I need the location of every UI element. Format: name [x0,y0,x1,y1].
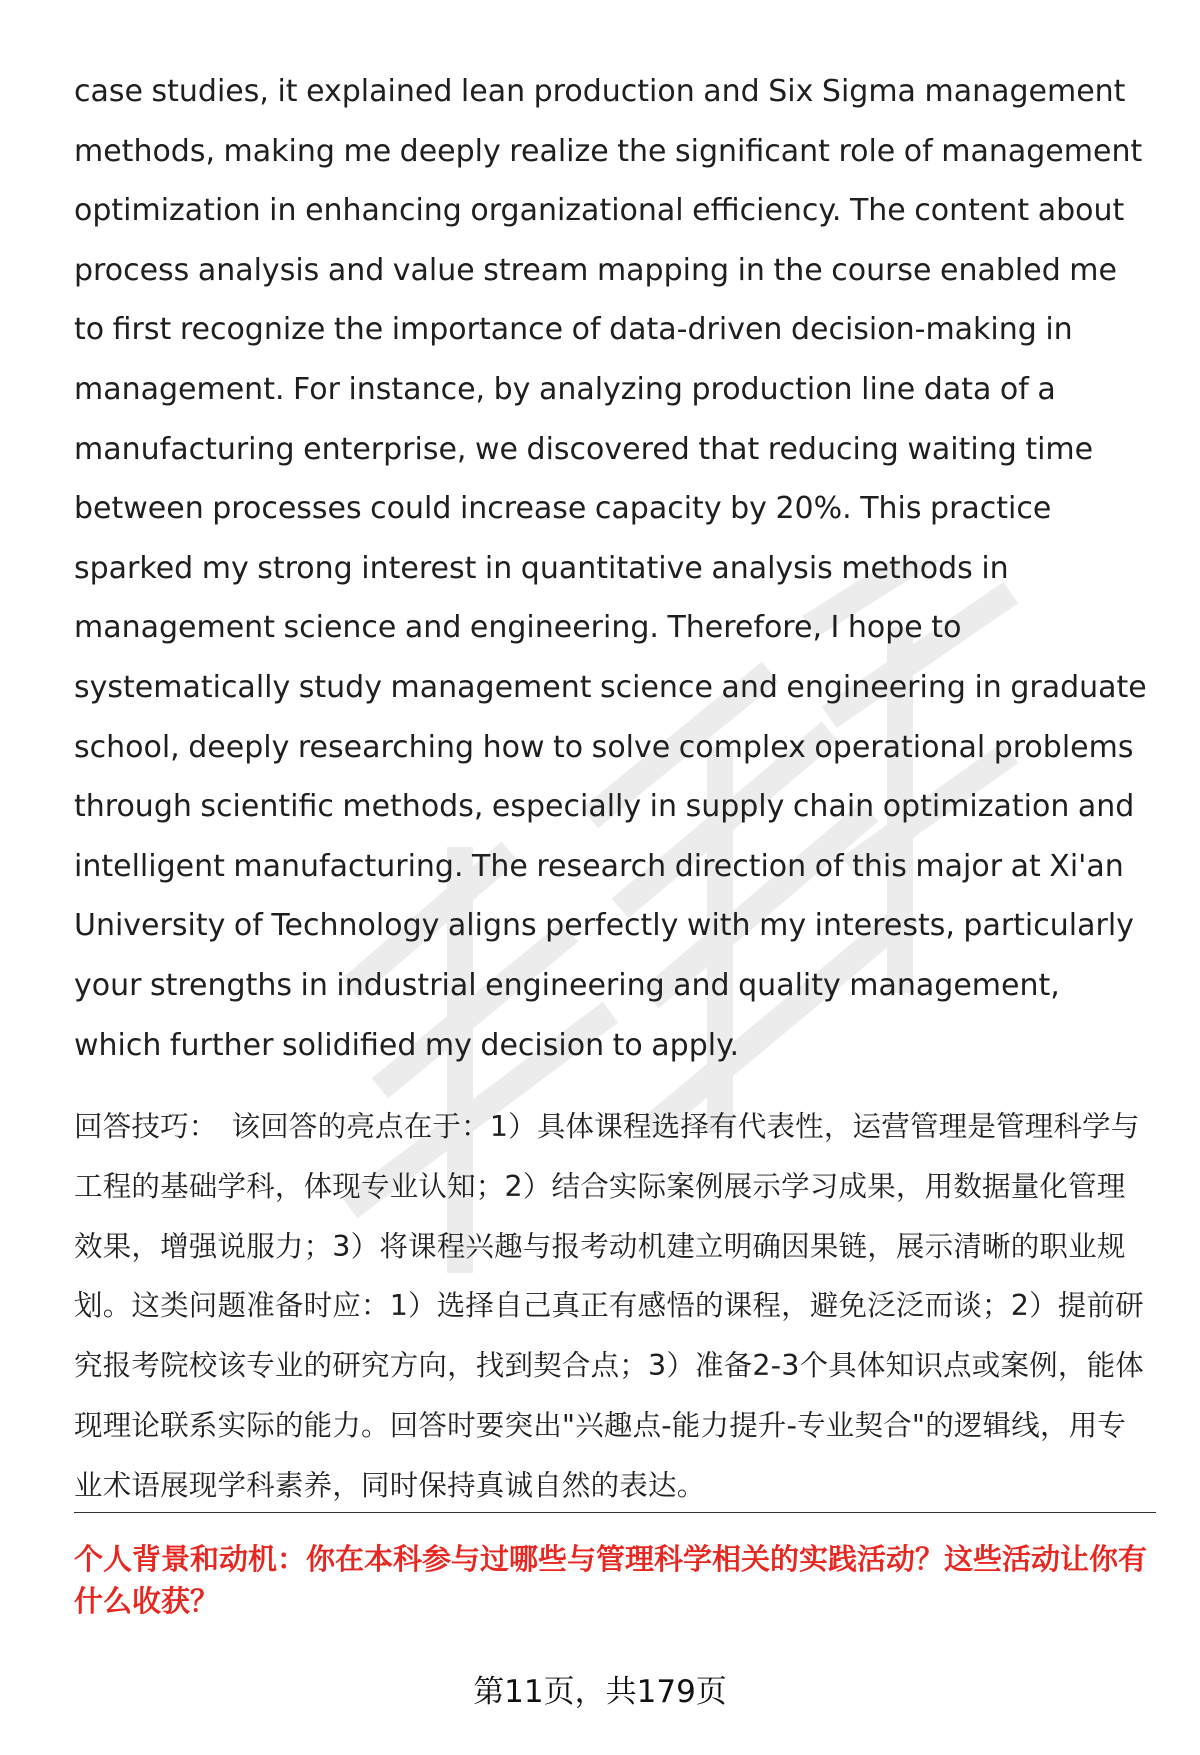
next-question-heading: 个人背景和动机：你在本科参与过哪些与管理科学相关的实践活动？这些活动让你有什么收获？ [74,1542,1148,1618]
tips-label: 回答技巧： [74,1110,218,1144]
answer-tips [74,1097,1154,1516]
answer-paragraph: case studies, it explained lean production and Six Sigma management methods, making me deeply realize the significant role of management optimization in enhancing organizational efficiency. The content about process analysis and value stream mapping in the course enabled me to first recognize the importance of data-driven decision-making in management. For instance, by analyzing production line data of a manufacturing enterprise, we discovered that reducing waiting time between processes could increase capacity by 20%. This practice sparked my strong interest in quantitative analysis methods in management science and engineering. Therefore, I hope to systematically study management science and engineering in graduate school, deeply researching how to solve complex operational problems through scientific methods, especially in supply chain optimization and intelligent manufacturing. The research direction of this major at Xi'an University of Technology aligns perfectly with my interests, particularly your strengths in industrial engineering and quality management, which further solidified my decision to apply. [74,74,1147,1063]
page-number-label: 第11页，共179页 [473,1674,727,1710]
section-divider [74,1512,1156,1513]
tips-text: 该回答的亮点在于：1）具体课程选择有代表性，运营管理是管理科学与工程的基础学科，体现专业认知；2）结合实际案例展示学习成果，用数据量化管理效果，增强说服力；3）将课程兴趣与报考动机建立明确因果链，展示清晰的职业规划。这类问题准备时应：1）选择自己真正有感悟的课程，避免泛泛而谈；2）提前研究报考院校该专业的研究方向，找到契合点；3）准备2-3个具体知识点或案例，能体现理论联系实际的能力。回答时要突出"兴趣点-能力提升-专业契合"的逻辑线，用专业术语展现学科素养，同时保持真诚自然的表达。 [74,1110,1144,1502]
main-content [74,62,1154,1516]
page-footer [0,1672,1200,1712]
